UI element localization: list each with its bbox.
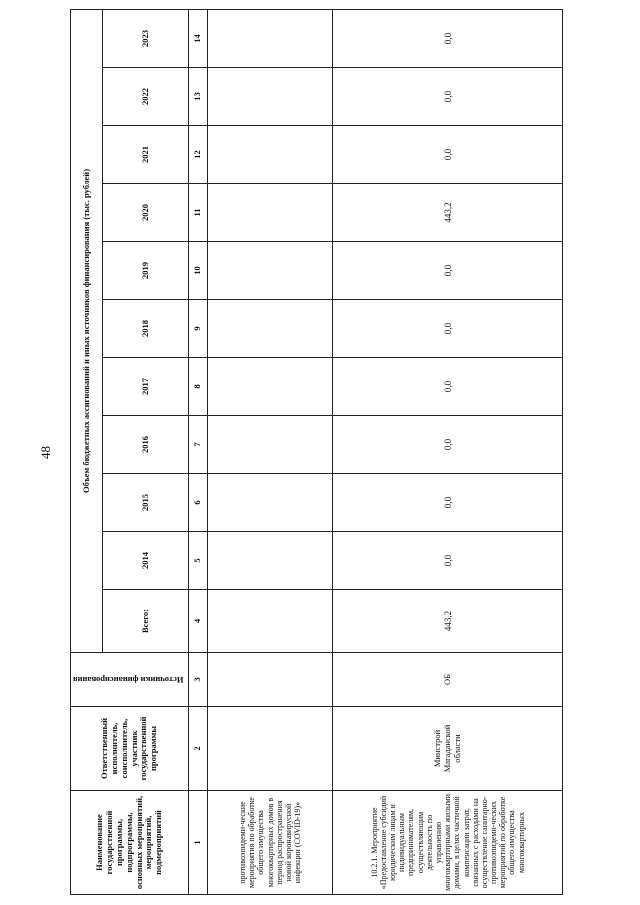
row-value: 0,0 <box>333 532 563 590</box>
column-number: 1 <box>189 791 208 895</box>
header-year: 2016 <box>103 416 189 474</box>
row-value: 0,0 <box>333 474 563 532</box>
header-year: 2017 <box>103 358 189 416</box>
funding-table <box>70 9 563 895</box>
column-number: 9 <box>189 300 208 358</box>
table-row <box>208 9 333 894</box>
header-year: 2015 <box>103 474 189 532</box>
row-responsible: Минстрой Магаданской области <box>333 707 563 791</box>
column-number: 6 <box>189 474 208 532</box>
row-source <box>208 653 333 707</box>
row-value <box>208 242 333 300</box>
header-year: 2020 <box>103 184 189 242</box>
row-value <box>208 532 333 590</box>
row-value: 0,0 <box>333 242 563 300</box>
header-responsible: Ответственный исполнитель, соисполнитель, участник государственной программы <box>71 707 189 791</box>
column-number: 5 <box>189 532 208 590</box>
row-total <box>208 590 333 653</box>
column-number: 2 <box>189 707 208 791</box>
row-value: 0,0 <box>333 68 563 126</box>
header-year: 2022 <box>103 68 189 126</box>
column-number: 13 <box>189 68 208 126</box>
page-number: 48 <box>38 446 53 459</box>
table-row <box>333 9 563 894</box>
row-value <box>208 300 333 358</box>
row-name: 10.2.1. Мероприятие «Предоставление субсидий юридическим лицам и индивидуальным предпринимателям, осуществляющим деятельность по управлению многоквартирными жилыми домами, в целях частичной компенсации затрат, связанных с расходами на осуществление санитарно-противоэпидеми-ческих мероприятий по обработке общего имущества многоквартирных <box>333 791 563 895</box>
row-value: 0,0 <box>333 300 563 358</box>
header-total: Всего: <box>103 590 189 653</box>
row-value <box>208 126 333 184</box>
header-year: 2019 <box>103 242 189 300</box>
row-value <box>208 68 333 126</box>
column-number: 14 <box>189 9 208 67</box>
row-value: 443,2 <box>333 184 563 242</box>
row-value <box>208 184 333 242</box>
column-number: 11 <box>189 184 208 242</box>
header-year: 2023 <box>103 9 189 67</box>
column-number: 4 <box>189 590 208 653</box>
header-source-text: Источники финансирования <box>73 675 184 686</box>
header-year: 2014 <box>103 532 189 590</box>
column-number: 7 <box>189 416 208 474</box>
column-number: 12 <box>189 126 208 184</box>
row-value: 0,0 <box>333 358 563 416</box>
row-value: 0,0 <box>333 416 563 474</box>
header-year: 2021 <box>103 126 189 184</box>
row-value: 0,0 <box>333 9 563 67</box>
row-value <box>208 9 333 67</box>
column-number: 8 <box>189 358 208 416</box>
row-source: ОБ <box>333 653 563 707</box>
column-number-row <box>189 9 208 894</box>
row-value <box>208 416 333 474</box>
row-value <box>208 358 333 416</box>
header-source <box>71 653 189 707</box>
column-number: 3 <box>189 653 208 707</box>
row-value: 0,0 <box>333 126 563 184</box>
row-value <box>208 474 333 532</box>
header-funding-group: Объем бюджетных ассигнований и иных источников финансирования (тыс. рублей) <box>71 9 103 652</box>
header-name: Наименование государственной программы, подпрограммы, основных мероприятий, мероприятий, подмероприятий <box>71 791 189 895</box>
row-total: 443,2 <box>333 590 563 653</box>
column-number: 10 <box>189 242 208 300</box>
header-year: 2018 <box>103 300 189 358</box>
row-name: противоэпидеми-ческие мероприятия по обработке общего имущества многоквартирных домов в период распространения новой коронавирусной инфекции (COVID-19)» <box>208 791 333 895</box>
row-responsible <box>208 707 333 791</box>
